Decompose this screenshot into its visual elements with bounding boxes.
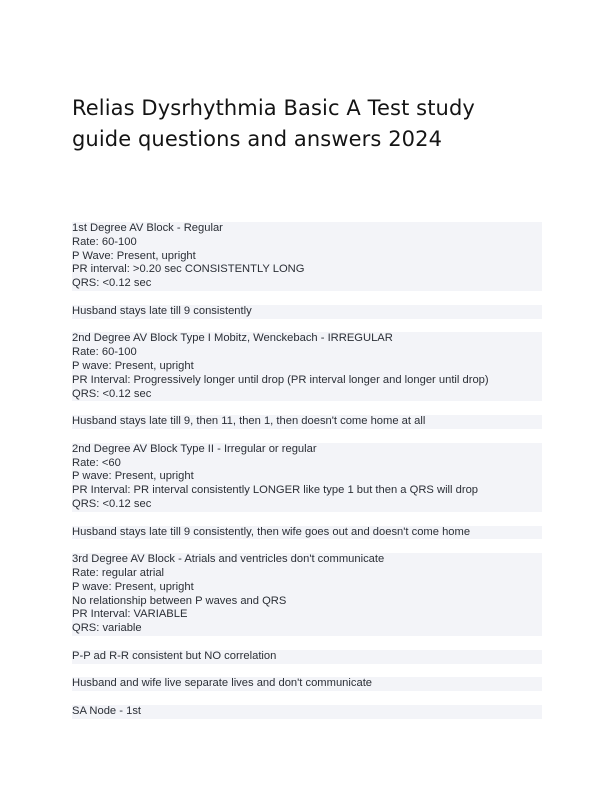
document-body: [72, 222, 542, 719]
text-line: QRS: <0.12 sec: [72, 387, 152, 400]
text-line: SA Node - 1st: [72, 704, 142, 717]
text-block: [72, 443, 542, 512]
text-line: Husband and wife live separate lives and don't communicate: [72, 677, 373, 690]
text-line: QRS: variable: [72, 622, 142, 635]
text-line: Husband stays late till 9 consistently, then wife goes out and doesn't come home: [72, 525, 471, 538]
text-block: [72, 677, 542, 691]
text-block: [72, 415, 542, 429]
text-line: 2nd Degree AV Block Type I Mobitz, Wenckebach - IRREGULAR: [72, 332, 393, 345]
text-line: Husband stays late till 9, then 11, then 1, then doesn't come home at all: [72, 415, 426, 428]
text-block: [72, 305, 542, 319]
text-line: Husband stays late till 9 consistently: [72, 304, 252, 317]
text-line: PR interval: >0.20 sec CONSISTENTLY LONG: [72, 263, 305, 276]
text-line: No relationship between P waves and QRS: [72, 594, 287, 607]
text-line: P wave: Present, upright: [72, 580, 194, 593]
title-line: guide questions and answers 2024: [72, 127, 443, 151]
text-block: [72, 553, 542, 636]
text-block: [72, 526, 542, 540]
text-line: QRS: <0.12 sec: [72, 277, 152, 290]
text-line: P wave: Present, upright: [72, 359, 194, 372]
text-line: PR Interval: PR interval consistently LONGER like type 1 but then a QRS will drop: [72, 484, 479, 497]
text-line: 2nd Degree AV Block Type II - Irregular or regular: [72, 442, 317, 455]
text-line: Rate: 60-100: [72, 346, 137, 359]
document-title: [72, 93, 542, 155]
text-line: P-P ad R-R consistent but NO correlation: [72, 649, 277, 662]
text-line: Rate: regular atrial: [72, 566, 165, 579]
text-line: PR Interval: Progressively longer until drop (PR interval longer and longer until drop): [72, 373, 489, 386]
text-block: [72, 650, 542, 664]
text-line: Rate: 60-100: [72, 235, 137, 248]
text-block: [72, 705, 542, 719]
text-block: [72, 222, 542, 291]
text-line: P wave: Present, upright: [72, 470, 194, 483]
text-line: P Wave: Present, upright: [72, 249, 196, 262]
text-line: Rate: <60: [72, 456, 121, 469]
text-line: 1st Degree AV Block - Regular: [72, 222, 223, 234]
text-line: PR Interval: VARIABLE: [72, 608, 188, 621]
text-block: [72, 332, 542, 401]
title-line: Relias Dysrhythmia Basic A Test study: [72, 96, 475, 120]
text-line: QRS: <0.12 sec: [72, 497, 152, 510]
text-line: 3rd Degree AV Block - Atrials and ventricles don't communicate: [72, 553, 385, 566]
